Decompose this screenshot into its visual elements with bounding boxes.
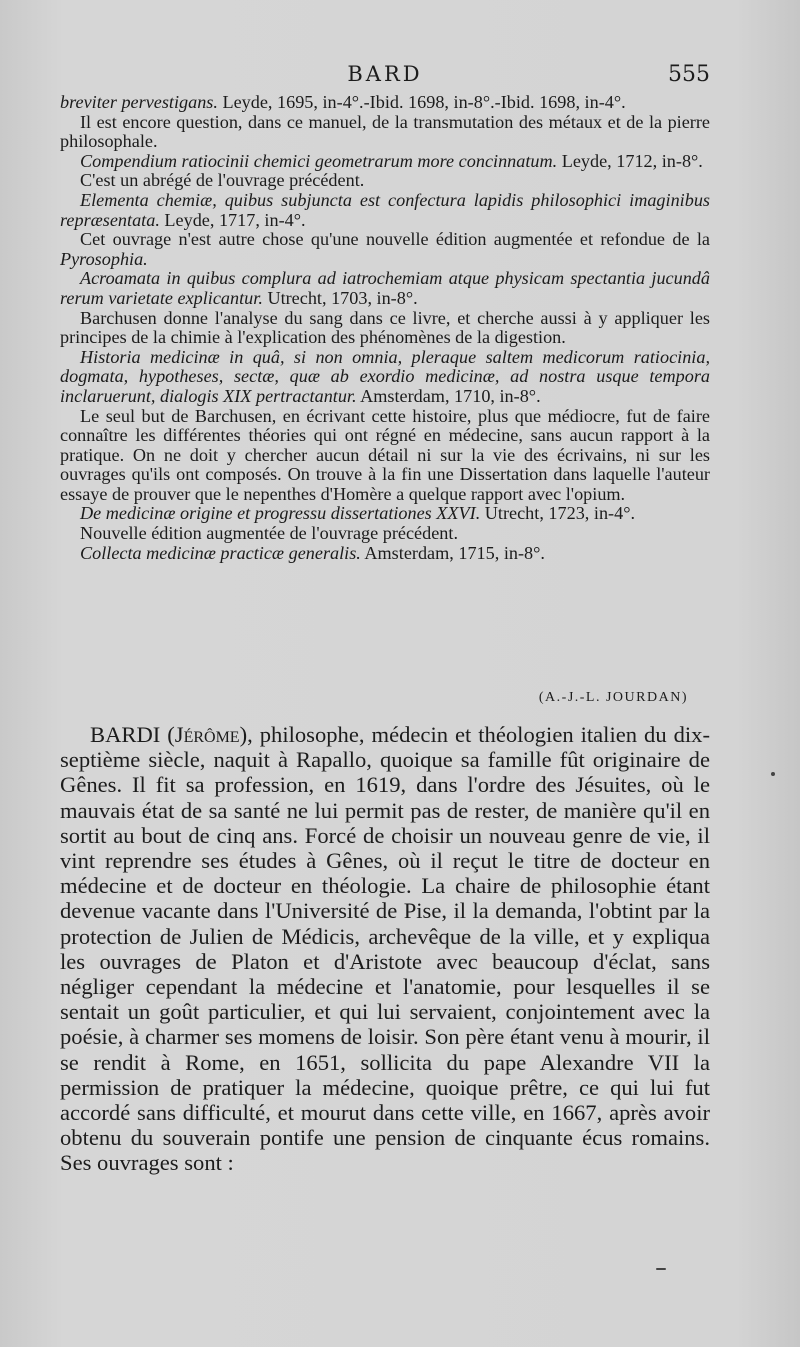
running-head: BARD — [347, 62, 423, 86]
work-title: Elementa chemiæ, quibus subjuncta est confectura lapidis philosophici imaginibus repræsentata. — [60, 189, 710, 230]
bib-entry — [60, 269, 710, 308]
work-imprint: Leyde, 1712, in-8°. — [557, 150, 703, 171]
entry-name: BARDI — [90, 722, 161, 747]
paper-speck — [771, 772, 775, 776]
entry-given-name: (Jérôme) — [167, 722, 248, 747]
paper-speck — [656, 1268, 666, 1270]
bib-note: Nouvelle édition augmentée de l'ouvrage précédent. — [80, 523, 458, 544]
work-imprint: Leyde, 1695, in-4°.-Ibid. 1698, in-8°.-Ibid. 1698, in-4°. — [217, 92, 626, 112]
work-title: Compendium ratiocinii chemici geometrarum more concinnatum. — [80, 150, 558, 171]
work-imprint: Utrecht, 1703, in-8°. — [262, 287, 418, 308]
bib-entry — [60, 191, 710, 230]
bib-note: Barchusen donne l'analyse du sang dans ce livre, et cherche aussi à y appliquer les principes de la chimie à l'explication des phénomènes de la digestion. — [60, 307, 710, 348]
bib-note: Le seul but de Barchusen, en écrivant cette histoire, plus que médiocre, fut de faire connaître les différentes théories qui ont régné en médecine, sans aucun rapport à la pratique. On ne doit y chercher aucun détail ni sur la vie des écrivains, ni sur les ouvrages qu'ils ont composés. On trouve à la fin une Dissertation dans laquelle l'auteur essaye de prouver que le nepenthes d'Homère a quelque rapport avec l'opium. — [60, 405, 710, 504]
bib-entry — [60, 93, 710, 113]
bib-note: C'est un abrégé de l'ouvrage précédent. — [80, 170, 365, 191]
work-imprint: Leyde, 1717, in-4°. — [159, 209, 306, 230]
bardi-entry — [60, 722, 710, 1176]
work-imprint: Amsterdam, 1715, in-8°. — [360, 542, 545, 563]
entry-paragraph — [60, 722, 710, 1176]
work-imprint: Amsterdam, 1710, in-8°. — [356, 385, 541, 406]
bib-entry — [60, 504, 710, 524]
bib-note: Il est encore question, dans ce manuel, de la transmutation des métaux et de la pierre philosophale. — [60, 111, 710, 152]
bib-note — [60, 230, 710, 269]
work-title: Historia medicinæ in quâ, si non omnia, pleraque saltem medicorum ratiocinia, dogmata, hypotheses, sectæ, quæ ab exordio medicinæ, ad nostra usque tempora inclaruerunt, dialogis XIX pertractantur. — [60, 346, 710, 406]
bib-entry — [60, 348, 710, 407]
note-text: Cet ouvrage n'est autre chose qu'une nouvelle édition augmentée et refondue de la — [80, 229, 710, 250]
work-imprint: Utrecht, 1723, in-4°. — [480, 503, 636, 524]
work-title: Acroamata in quibus complura ad iatrochemiam atque physicam spectantia jucundâ rerum varietate explicantur. — [60, 268, 710, 308]
work-title: breviter pervestigans. — [60, 92, 218, 112]
work-title: Pyrosophia. — [60, 248, 148, 269]
bib-entry — [60, 544, 710, 564]
work-title: De medicinæ origine et progressu dissertationes XXVI. — [80, 503, 481, 524]
previous-entry-bibliography — [60, 93, 710, 563]
page-number: 555 — [668, 62, 710, 87]
author-signature: (A.-J.-L. JOURDAN) — [538, 690, 688, 705]
page-header — [60, 62, 710, 94]
work-title: Collecta medicinæ practicæ generalis. — [80, 542, 361, 563]
entry-body: , philosophe, médecin et théologien italien du dix-septième siècle, naquit à Rapallo, quoique sa famille fût originaire de Gênes. Il fit sa profession, en 1619, dans l'ordre des Jésuites, où le mauvais état de sa santé ne lui permit pas de rester, de manière qu'il en sortit au bout de cinq ans. Forcé de choisir un nouveau genre de vie, il vint reprendre ses études à Gênes, où il reçut le titre de docteur en médecine et de docteur en théologie. La chaire de philosophie étant devenue vacante dans l'Université de Pise, il la demanda, l'obtint par la protection de Julien de Médicis, archevêque de la ville, et y expliqua les ouvrages de Platon et d'Aristote avec beaucoup d'éclat, sans négliger cependant la médecine et l'anatomie, pour lesquelles il se sentait un goût particulier, et qui lui servaient, conjointement avec la poésie, à charmer ses momens de loisir. Son père étant venu à mourir, il se rendit à Rome, en 1651, sollicita du pape Alexandre VII la permission de pratiquer la médecine, quoique prêtre, ce qui lui fut accordé sans difficulté, et mourut dans cette ville, en 1667, après avoir obtenu du souverain pontife une pension de cinquante écus romains. Ses ouvrages sont : — [60, 722, 710, 1176]
bib-entry — [60, 152, 710, 172]
